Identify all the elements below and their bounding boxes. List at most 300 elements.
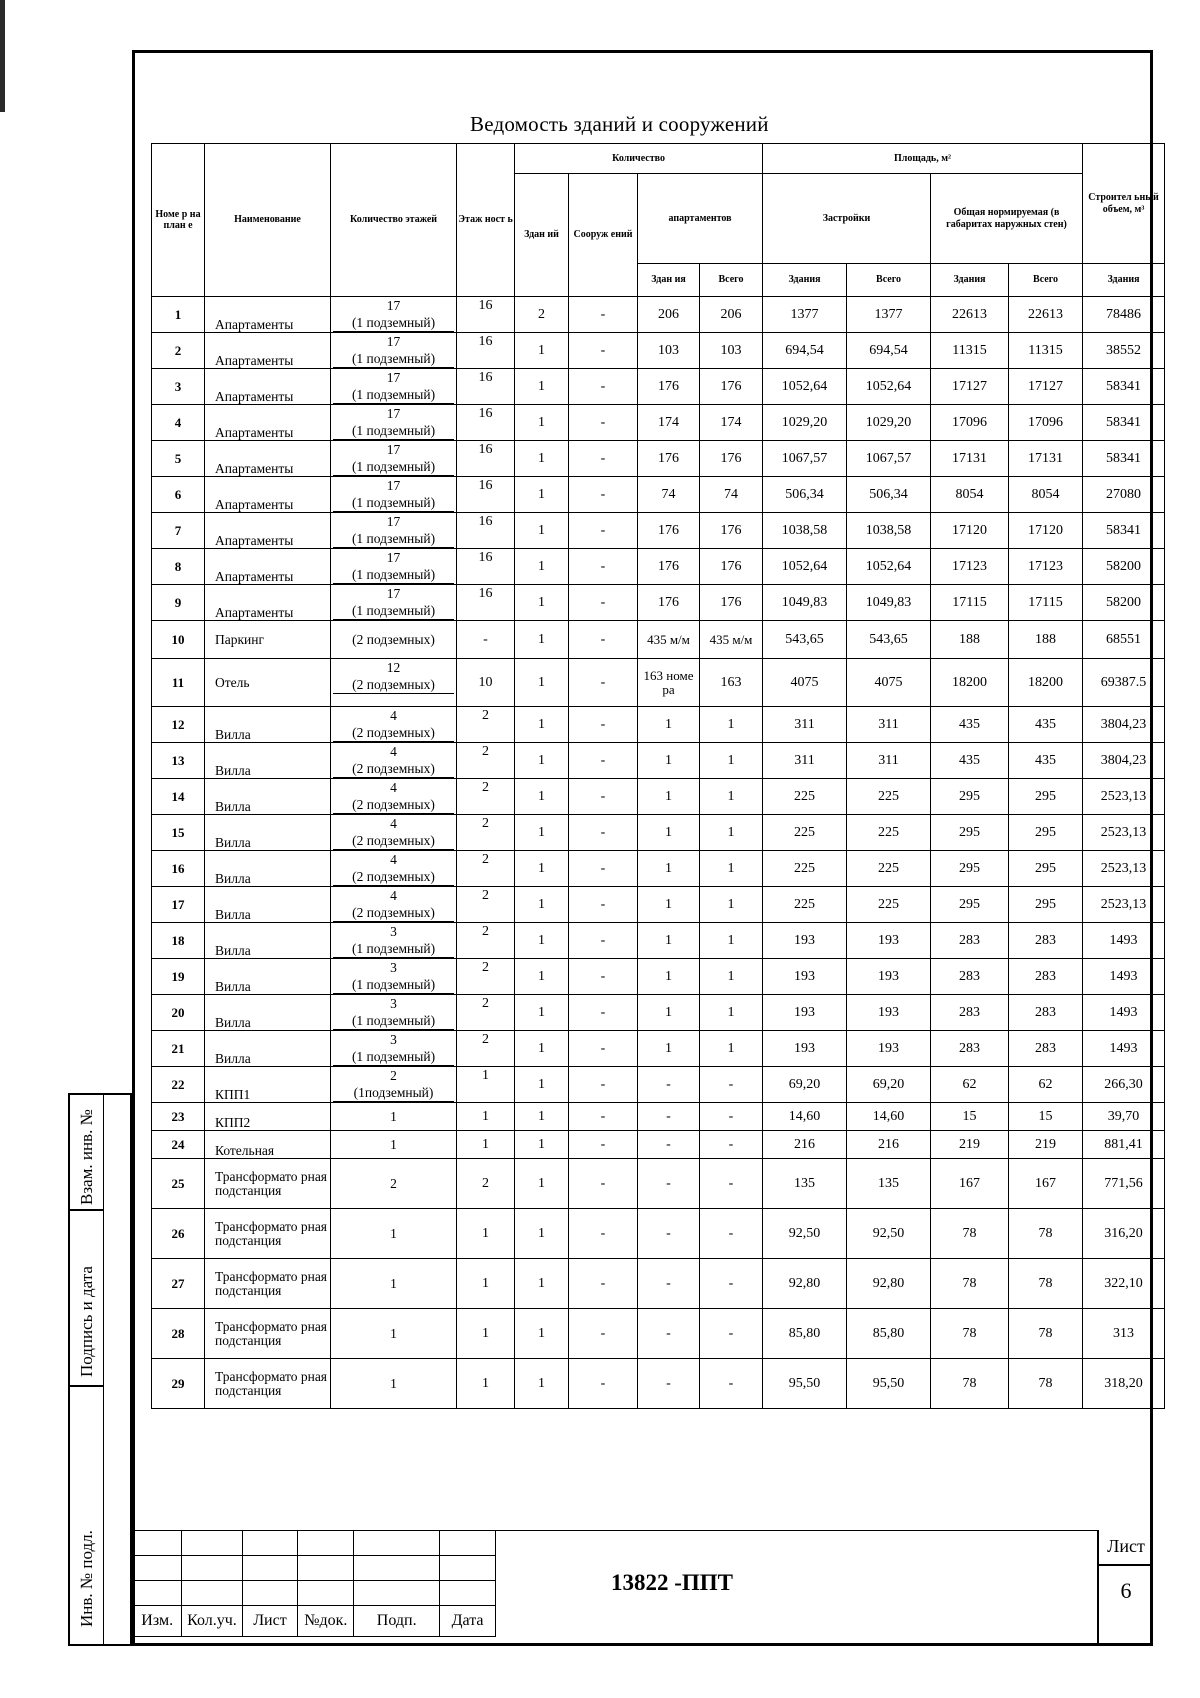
cell-structures: - [569, 477, 638, 513]
cell-name: Апартаменты [205, 405, 331, 441]
cell-floors [331, 1031, 457, 1067]
cell-number: 14 [152, 779, 205, 815]
cell-structures: - [569, 333, 638, 369]
cell-buildings: 1 [515, 779, 569, 815]
cell-footprint-building: 193 [763, 959, 847, 995]
cell-structures: - [569, 887, 638, 923]
table-row [152, 441, 1165, 477]
floors-underground: (1 подземный) [333, 386, 454, 404]
cell-floors [331, 779, 457, 815]
cell-structures: - [569, 405, 638, 441]
floors-above: 17 [386, 406, 401, 421]
cell-storeys: 2 [457, 1031, 515, 1067]
cell-storeys: 16 [457, 477, 515, 513]
cell-storeys: 16 [457, 369, 515, 405]
table-row [152, 959, 1165, 995]
sheet-number: 6 [1120, 1578, 1132, 1603]
cell-footprint-total: 69,20 [847, 1067, 931, 1103]
cell-footprint-building: 92,80 [763, 1259, 847, 1309]
cell-footprint-total: 506,34 [847, 477, 931, 513]
cell-number: 20 [152, 995, 205, 1031]
floors-above: 1 [390, 1276, 397, 1291]
cell-apartments-total: 176 [700, 549, 763, 585]
cell-structures: - [569, 923, 638, 959]
cell-apartments-total: 435 м/м [700, 621, 763, 659]
cell-area-building: 283 [931, 959, 1009, 995]
cell-area-total: 62 [1009, 1067, 1083, 1103]
side-label-inv: Инв. № подл. [77, 1530, 96, 1627]
cell-name: Апартаменты [205, 585, 331, 621]
cell-storeys: 16 [457, 297, 515, 333]
cell-volume: 1493 [1083, 923, 1165, 959]
header-quantity: Количество [515, 144, 763, 174]
cell-volume: 78486 [1083, 297, 1165, 333]
cell-area-building: 15 [931, 1103, 1009, 1131]
cell-footprint-building: 216 [763, 1131, 847, 1159]
cell-structures: - [569, 1259, 638, 1309]
floors-underground: 1 [390, 1109, 397, 1124]
cell-volume: 1493 [1083, 1031, 1165, 1067]
cell-area-building: 283 [931, 1031, 1009, 1067]
table-row [152, 1359, 1165, 1409]
header-buildings: Здан ий [515, 174, 569, 297]
cell-apartments-total: 1 [700, 707, 763, 743]
cell-volume: 58341 [1083, 441, 1165, 477]
cell-area-building: 22613 [931, 297, 1009, 333]
cell-area-total: 22613 [1009, 297, 1083, 333]
cell-name: Вилла [205, 779, 331, 815]
cell-storeys: 2 [457, 779, 515, 815]
cell-storeys: 2 [457, 959, 515, 995]
cell-volume: 1493 [1083, 959, 1165, 995]
floors-above: 3 [390, 1032, 397, 1047]
cell-buildings: 1 [515, 621, 569, 659]
cell-floors [331, 1131, 457, 1159]
table-row [152, 707, 1165, 743]
scan-edge-mark [0, 0, 5, 112]
cell-buildings: 1 [515, 1259, 569, 1309]
cell-name: Вилла [205, 995, 331, 1031]
cell-apartments-total: 1 [700, 815, 763, 851]
cell-floors [331, 297, 457, 333]
cell-storeys: 1 [457, 1103, 515, 1131]
cell-number: 1 [152, 297, 205, 333]
sheet-label: Лист [1099, 1536, 1153, 1566]
table-row [152, 621, 1165, 659]
cell-apartments-building: 74 [638, 477, 700, 513]
cell-buildings: 1 [515, 1359, 569, 1409]
cell-name: Трансформато рная подстанция [205, 1309, 331, 1359]
cell-floors [331, 549, 457, 585]
cell-storeys: 1 [457, 1067, 515, 1103]
cell-apartments-total: 1 [700, 743, 763, 779]
cell-area-building: 17120 [931, 513, 1009, 549]
cell-volume: 266,30 [1083, 1067, 1165, 1103]
cell-footprint-total: 92,80 [847, 1259, 931, 1309]
floors-underground: (1 подземный) [333, 940, 454, 958]
cell-structures: - [569, 707, 638, 743]
cell-storeys: 16 [457, 405, 515, 441]
table-row [152, 743, 1165, 779]
cell-buildings: 1 [515, 707, 569, 743]
cell-structures: - [569, 815, 638, 851]
cell-buildings: 1 [515, 585, 569, 621]
cell-structures: - [569, 1067, 638, 1103]
cell-buildings: 1 [515, 887, 569, 923]
cell-footprint-total: 1067,57 [847, 441, 931, 477]
cell-structures: - [569, 1159, 638, 1209]
floors-above: 17 [386, 586, 401, 601]
cell-footprint-total: 95,50 [847, 1359, 931, 1409]
cell-name: Паркинг [205, 621, 331, 659]
cell-footprint-building: 69,20 [763, 1067, 847, 1103]
cell-number: 21 [152, 1031, 205, 1067]
cell-area-building: 283 [931, 995, 1009, 1031]
cell-name: Трансформато рная подстанция [205, 1159, 331, 1209]
cell-storeys: 2 [457, 851, 515, 887]
cell-floors [331, 995, 457, 1031]
cell-storeys: 2 [457, 923, 515, 959]
cell-buildings: 1 [515, 959, 569, 995]
cell-structures: - [569, 585, 638, 621]
cell-storeys: 2 [457, 815, 515, 851]
title-block-col-kolych: Кол.уч. [182, 1606, 242, 1637]
cell-apartments-building: 1 [638, 779, 700, 815]
table-row [152, 369, 1165, 405]
cell-number: 18 [152, 923, 205, 959]
cell-buildings: 1 [515, 1159, 569, 1209]
cell-footprint-total: 1052,64 [847, 549, 931, 585]
cell-area-total: 15 [1009, 1103, 1083, 1131]
cell-floors [331, 585, 457, 621]
floors-underground: (2 подземных) [333, 724, 454, 742]
floors-above: 1 [390, 1376, 397, 1391]
cell-floors [331, 405, 457, 441]
cell-volume: 2523,13 [1083, 779, 1165, 815]
floors-above: 2 [390, 1176, 397, 1191]
cell-volume: 3804,23 [1083, 707, 1165, 743]
floors-above: 17 [386, 478, 401, 493]
cell-footprint-total: 543,65 [847, 621, 931, 659]
cell-floors [331, 1067, 457, 1103]
cell-number: 2 [152, 333, 205, 369]
cell-name: Трансформато рная подстанция [205, 1259, 331, 1309]
cell-buildings: 1 [515, 513, 569, 549]
cell-area-total: 17131 [1009, 441, 1083, 477]
cell-volume: 316,20 [1083, 1209, 1165, 1259]
floors-above: 4 [390, 780, 397, 795]
cell-volume: 69387.5 [1083, 659, 1165, 707]
cell-apartments-building: 1 [638, 923, 700, 959]
floors-above: 17 [386, 514, 401, 529]
cell-area-total: 295 [1009, 851, 1083, 887]
cell-footprint-total: 225 [847, 779, 931, 815]
cell-name: Апартаменты [205, 477, 331, 513]
title-block-col-list: Лист [242, 1606, 298, 1637]
cell-floors [331, 851, 457, 887]
cell-apartments-building: - [638, 1359, 700, 1409]
cell-apartments-total: 1 [700, 959, 763, 995]
cell-area-building: 435 [931, 743, 1009, 779]
cell-footprint-building: 1038,58 [763, 513, 847, 549]
cell-area-building: 17123 [931, 549, 1009, 585]
cell-number: 8 [152, 549, 205, 585]
cell-name: Вилла [205, 959, 331, 995]
cell-number: 28 [152, 1309, 205, 1359]
floors-underground: (2 подземных) [333, 868, 454, 886]
cell-area-building: 435 [931, 707, 1009, 743]
cell-storeys: 2 [457, 743, 515, 779]
cell-floors [331, 923, 457, 959]
cell-apartments-building: 435 м/м [638, 621, 700, 659]
cell-floors [331, 1259, 457, 1309]
floors-underground: (1подземный) [333, 1084, 454, 1102]
cell-apartments-building: 176 [638, 549, 700, 585]
cell-volume: 322,10 [1083, 1259, 1165, 1309]
cell-footprint-total: 311 [847, 707, 931, 743]
cell-floors [331, 743, 457, 779]
floors-above: 1 [390, 1226, 397, 1241]
cell-apartments-total: - [700, 1103, 763, 1131]
cell-name: Трансформато рная подстанция [205, 1209, 331, 1259]
table-row [152, 1131, 1165, 1159]
cell-area-total: 78 [1009, 1259, 1083, 1309]
table-row [152, 333, 1165, 369]
floors-underground: 1 [390, 1137, 397, 1152]
cell-storeys: 16 [457, 585, 515, 621]
floors-underground: (2 подземных) [333, 760, 454, 778]
cell-storeys: 1 [457, 1209, 515, 1259]
cell-footprint-total: 135 [847, 1159, 931, 1209]
cell-buildings: 1 [515, 333, 569, 369]
table-row [152, 1309, 1165, 1359]
cell-area-building: 167 [931, 1159, 1009, 1209]
cell-area-building: 17115 [931, 585, 1009, 621]
cell-area-building: 11315 [931, 333, 1009, 369]
cell-apartments-building: 176 [638, 369, 700, 405]
floors-above: 4 [390, 852, 397, 867]
cell-buildings: 1 [515, 659, 569, 707]
cell-floors [331, 1209, 457, 1259]
cell-floors [331, 1159, 457, 1209]
cell-volume: 58341 [1083, 405, 1165, 441]
cell-structures: - [569, 1131, 638, 1159]
header-name: Наименование [205, 144, 331, 297]
cell-area-building: 219 [931, 1131, 1009, 1159]
header-area: Площадь, м² [763, 144, 1083, 174]
cell-buildings: 1 [515, 405, 569, 441]
cell-footprint-building: 85,80 [763, 1309, 847, 1359]
cell-storeys: 1 [457, 1259, 515, 1309]
cell-apartments-building: 174 [638, 405, 700, 441]
cell-area-building: 295 [931, 887, 1009, 923]
cell-area-total: 435 [1009, 743, 1083, 779]
floors-above: 17 [386, 370, 401, 385]
cell-volume: 68551 [1083, 621, 1165, 659]
cell-floors [331, 1359, 457, 1409]
header-floors: Количество этажей [331, 144, 457, 297]
title-block-grid [132, 1530, 496, 1637]
cell-buildings: 1 [515, 1209, 569, 1259]
cell-volume: 771,56 [1083, 1159, 1165, 1209]
floors-underground: (2 подземных) [333, 796, 454, 814]
cell-floors [331, 441, 457, 477]
table-row [152, 1259, 1165, 1309]
cell-number: 5 [152, 441, 205, 477]
cell-area-total: 188 [1009, 621, 1083, 659]
cell-apartments-building: - [638, 1067, 700, 1103]
cell-structures: - [569, 1103, 638, 1131]
cell-structures: - [569, 441, 638, 477]
cell-area-total: 295 [1009, 887, 1083, 923]
cell-footprint-total: 193 [847, 995, 931, 1031]
floors-underground: (1 подземный) [333, 530, 454, 548]
cell-area-total: 78 [1009, 1359, 1083, 1409]
cell-structures: - [569, 1209, 638, 1259]
cell-area-building: 295 [931, 815, 1009, 851]
floors-underground: (2 подземных) [352, 632, 435, 647]
cell-structures: - [569, 549, 638, 585]
floors-underground: (2 подземных) [333, 676, 454, 694]
cell-footprint-total: 225 [847, 815, 931, 851]
cell-number: 4 [152, 405, 205, 441]
header-volume-building: Здания [1083, 264, 1165, 297]
floors-above: 4 [390, 888, 397, 903]
title-block-col-ndok: №док. [298, 1606, 354, 1637]
cell-footprint-total: 193 [847, 959, 931, 995]
cell-volume: 318,20 [1083, 1359, 1165, 1409]
cell-footprint-building: 92,50 [763, 1209, 847, 1259]
cell-footprint-building: 225 [763, 851, 847, 887]
table-row [152, 1103, 1165, 1131]
floors-above: 17 [386, 334, 401, 349]
cell-area-total: 11315 [1009, 333, 1083, 369]
cell-footprint-total: 1029,20 [847, 405, 931, 441]
cell-footprint-building: 1052,64 [763, 549, 847, 585]
cell-apartments-total: 74 [700, 477, 763, 513]
cell-number: 16 [152, 851, 205, 887]
cell-number: 22 [152, 1067, 205, 1103]
cell-apartments-building: 176 [638, 585, 700, 621]
cell-storeys: 1 [457, 1359, 515, 1409]
cell-name: Вилла [205, 887, 331, 923]
table-row [152, 1031, 1165, 1067]
cell-number: 6 [152, 477, 205, 513]
cell-area-total: 283 [1009, 959, 1083, 995]
cell-apartments-building: - [638, 1259, 700, 1309]
header-footprint-building: Здания [763, 264, 847, 297]
cell-footprint-building: 225 [763, 779, 847, 815]
cell-area-total: 78 [1009, 1209, 1083, 1259]
cell-floors [331, 333, 457, 369]
cell-structures: - [569, 513, 638, 549]
cell-storeys: 16 [457, 549, 515, 585]
cell-apartments-total: 163 [700, 659, 763, 707]
cell-buildings: 1 [515, 923, 569, 959]
cell-storeys: 2 [457, 995, 515, 1031]
cell-number: 10 [152, 621, 205, 659]
table-row [152, 923, 1165, 959]
floors-above: 17 [386, 298, 401, 313]
header-footprint-total: Всего [847, 264, 931, 297]
cell-name: Вилла [205, 743, 331, 779]
floors-underground: (1 подземный) [333, 976, 454, 994]
cell-footprint-total: 216 [847, 1131, 931, 1159]
cell-name: Апартаменты [205, 441, 331, 477]
cell-structures: - [569, 779, 638, 815]
cell-area-building: 295 [931, 779, 1009, 815]
cell-footprint-total: 14,60 [847, 1103, 931, 1131]
cell-structures: - [569, 959, 638, 995]
cell-area-building: 62 [931, 1067, 1009, 1103]
buildings-table [151, 143, 1165, 1409]
side-cell-vzam [70, 1095, 104, 1211]
cell-number: 25 [152, 1159, 205, 1209]
cell-volume: 2523,13 [1083, 851, 1165, 887]
cell-volume: 2523,13 [1083, 815, 1165, 851]
cell-name: Апартаменты [205, 369, 331, 405]
cell-apartments-total: 176 [700, 585, 763, 621]
cell-name: Трансформато рная подстанция [205, 1359, 331, 1409]
cell-apartments-total: 176 [700, 441, 763, 477]
cell-name: КПП1 [205, 1067, 331, 1103]
cell-footprint-building: 225 [763, 815, 847, 851]
cell-buildings: 1 [515, 743, 569, 779]
cell-floors [331, 369, 457, 405]
table-row [152, 513, 1165, 549]
cell-floors [331, 815, 457, 851]
cell-area-total: 283 [1009, 995, 1083, 1031]
title-block-top-line [496, 1530, 1097, 1531]
cell-number: 29 [152, 1359, 205, 1409]
cell-area-total: 78 [1009, 1309, 1083, 1359]
header-area-building: Здания [931, 264, 1009, 297]
cell-footprint-building: 1029,20 [763, 405, 847, 441]
floors-underground: (1 подземный) [333, 1012, 454, 1030]
cell-area-building: 78 [931, 1309, 1009, 1359]
cell-apartments-total: 1 [700, 923, 763, 959]
cell-storeys: 16 [457, 513, 515, 549]
cell-apartments-total: 1 [700, 779, 763, 815]
table-row [152, 477, 1165, 513]
cell-storeys: 2 [457, 707, 515, 743]
cell-floors [331, 621, 457, 659]
cell-buildings: 1 [515, 1309, 569, 1359]
cell-footprint-total: 193 [847, 923, 931, 959]
cell-apartments-building: 163 номе ра [638, 659, 700, 707]
cell-buildings: 1 [515, 441, 569, 477]
cell-apartments-total: 206 [700, 297, 763, 333]
floors-underground: (1 подземный) [333, 350, 454, 368]
header-apartments: апартаментов [638, 174, 763, 264]
cell-area-building: 17131 [931, 441, 1009, 477]
table-row [152, 1209, 1165, 1259]
cell-area-building: 78 [931, 1359, 1009, 1409]
cell-number: 24 [152, 1131, 205, 1159]
table-row [152, 1067, 1165, 1103]
cell-volume: 39,70 [1083, 1103, 1165, 1131]
floors-above: 3 [390, 996, 397, 1011]
cell-apartments-building: - [638, 1309, 700, 1359]
cell-apartments-total: - [700, 1131, 763, 1159]
cell-footprint-total: 225 [847, 887, 931, 923]
header-apartments-total: Всего [700, 264, 763, 297]
cell-area-total: 17115 [1009, 585, 1083, 621]
cell-volume: 27080 [1083, 477, 1165, 513]
cell-footprint-total: 694,54 [847, 333, 931, 369]
header-volume: Строител ьный объем, м³ [1083, 144, 1165, 264]
cell-number: 13 [152, 743, 205, 779]
